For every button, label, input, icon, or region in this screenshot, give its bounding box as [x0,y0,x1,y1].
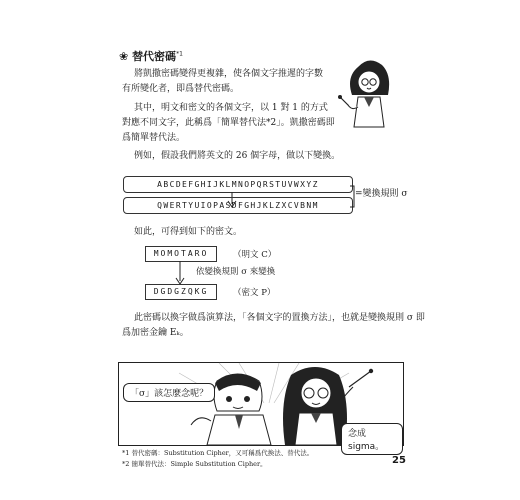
transform-caption: 依變換規則 σ 來變換 [196,267,276,277]
example-intro: 如此，可得到如下的密文。 [134,227,243,237]
paragraph-line-2: 有所變化者，即爲替代密碼。 [122,84,240,94]
paragraph-line-5: 爲簡單替代法。 [122,133,186,143]
plain-alphabet-box: ABCDEFGHIJKLMNOPQRSTUVWXYZ [123,176,353,193]
transform-arrow-icon [174,261,186,285]
ciphertext-box: DGDGZQKG [145,284,217,300]
closing-line-1: 此密碼以換字做爲演算法，「各個文字的置換方法」，也就是變換規則 σ 即 [134,313,425,323]
speech-bubble-question: 「σ」該怎麼念呢？ [123,383,215,402]
rule-label: =變換規則 σ [355,189,408,199]
plaintext-caption: （明文 C） [233,250,277,260]
ciphertext-caption: （密文 P） [233,288,276,298]
paragraph-line-3: 其中，明文和密文的各個文字，以 1 對 1 的方式 [134,103,328,113]
character-illustration [338,55,400,130]
page-number: 25 [392,455,406,466]
footnote-1: *1 替代密碼：Substitution Cipher，又可稱爲代換法、替代法。 [122,449,314,457]
paragraph-line-1: 將凱撒密碼變得更複雜，使各個文字推遲的字數 [134,69,324,79]
footnote-2: *2 簡單替代法：Simple Substitution Cipher。 [122,460,267,468]
comic-panel [118,362,404,452]
cipher-alphabet-box: QWERTYUIOPASDFGHJKLZXCVBNM [123,197,353,214]
section-title: 替代密碼 [132,50,177,63]
closing-line-2: 爲加密金鑰 Eₖ。 [122,328,189,338]
paragraph-line-4: 對應不同文字，此稱爲「簡單替代法*2」。凱撒密碼即 [122,118,335,128]
clover-bullet-icon: ❀ [119,50,129,63]
paragraph-line-6: 例如，假設我們將英文的 26 個字母，做以下變換。 [134,151,341,161]
footnote-mark: *1 [176,50,183,58]
section-heading [119,48,183,64]
plaintext-box: MOMOTARO [145,246,217,262]
speech-bubble-answer: 念成 sigma。 [341,423,403,455]
